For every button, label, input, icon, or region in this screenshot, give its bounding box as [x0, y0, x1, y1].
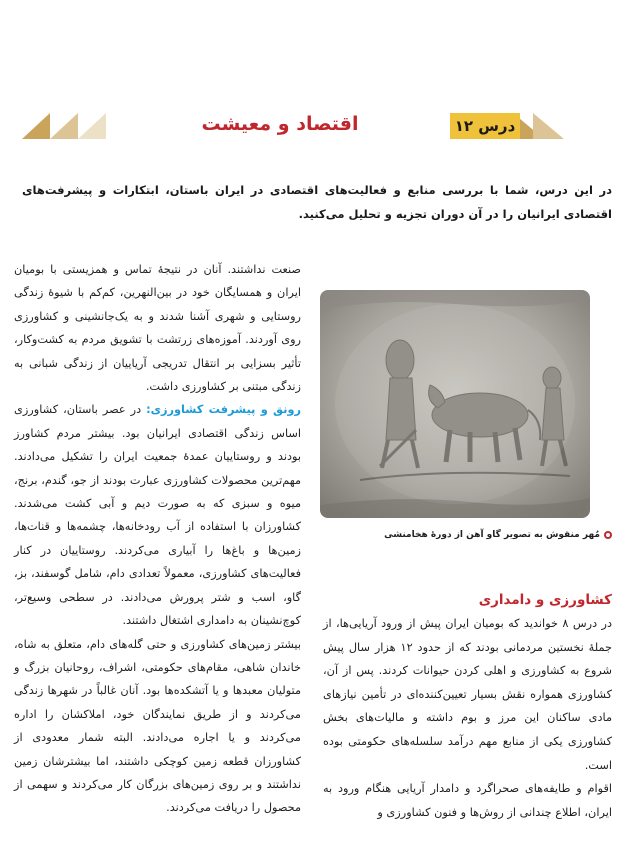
caption-bullet-icon	[604, 531, 612, 539]
section-heading: کشاورزی و دامداری	[478, 592, 612, 608]
left-paragraph-2-body: در عصر باستان، کشاورزی اساس زندگی اقتصادی ایرانیان بود. بیشتر مردم کشاورز بودند و روستاییان عمدهٔ جمعیت ایران را تشکیل می‌دادند. مهم‌ترین محصولات کشاورزی عبارت بودند از جو، گندم، برنج، میوه و سبزی که به صورت دیم و آبی کشت می‌شدند. کشاورزان با استفاده از آب رودخانه‌ها، چشمه‌ها و قنات‌ها، زمین‌ها و باغ‌ها را آبیاری می‌کردند. روستاییان در کنار فعالیت‌های کشاورزی، معمولاً تعدادی دام، شامل گوسفند، بز، گاو، اسب و شتر پرورش می‌دادند. در سطحی وسیع‌تر، کوچ‌نشینان به دامداری اشتغال داشتند.	[14, 403, 301, 628]
header-ornament-right	[513, 113, 575, 139]
left-paragraph-3: بیشتر زمین‌های کشاورزی و حتی گله‌های دام، متعلق به شاه، خاندان شاهی، مقام‌های حکومتی، اشراف، روحانیان بزرگ و متولیان معبدها و یا آتشکده‌ها بود. آنان غالباً در شهرها زندگی می‌کردند و از طریق نمایندگان خود، املاکشان را اداره می‌کردند و یا اجاره می‌دادند. البته شمار معدودی از کشاورزان قطعه زمین کوچکی داشتند، اما بیشترشان زمین نداشتند و بر روی زمین‌های بزرگان کار می‌کردند و سهمی از محصول را دریافت می‌کردند.	[14, 637, 301, 815]
header-ornament-left	[22, 113, 106, 139]
lesson-title: اقتصاد و معیشت	[201, 113, 359, 135]
left-column	[14, 258, 301, 820]
seal-impression-image	[320, 290, 590, 518]
lesson-intro: در این درس، شما با بررسی منابع و فعالیت‌های اقتصادی در ایران باستان، ابتکارات و پیشرفت‌های اقتصادی ایرانیان را در آن دوران تجزیه و تحلیل می‌کنید.	[22, 183, 612, 221]
figure-caption	[340, 528, 612, 542]
right-column	[323, 612, 612, 824]
right-paragraph-2: اقوام و طایفه‌های صحراگرد و دامدار آریایی هنگام ورود به ایران، اطلاع چندانی از روش‌ها و فنون کشاورزی و	[323, 782, 612, 819]
subheading-agriculture-progress: رونق و پیشرفت کشاورزی:	[146, 403, 301, 417]
left-paragraph-1: صنعت نداشتند. آنان در نتیجهٔ تماس و همزیستی با بومیان ایران و همسایگان خود در بین‌النهرین، کم‌کم با شیوهٔ زندگی روستایی و شهری آشنا شدند و به یک‌جانشینی و کشاورزی روی آوردند. آموزه‌های زرتشت با تشویق مردم به کشت‌وکار، تأثیر بسزایی بر انتقال تدریجی آریاییان از زندگی شبانی به زندگی مبتنی بر کشاورزی داشت.	[14, 263, 301, 394]
left-paragraph-2	[14, 398, 301, 632]
right-paragraph-1: در درس ۸ خواندید که بومیان ایران پیش از ورود آریایی‌ها، از جملهٔ نخستین مردمانی بودند که از حدود ۱۲ هزار سال پیش شروع به کشاورزی و اهلی کردن حیوانات کردند. پس از آن، کشاورزی همواره نقش بسیار تعیین‌کننده‌ای در تأمین نیازهای مادی ساکنان این مرز و بوم داشته و مالیات‌های بخش کشاورزی یکی از منابع مهم درآمد سلسله‌های حکومتی بوده است.	[323, 617, 612, 772]
lesson-number-badge: درس ۱۲	[450, 113, 520, 139]
figure-caption-text: مُهر منقوش به تصویر گاو آهن از دورهٔ هخامنشی	[384, 530, 600, 540]
